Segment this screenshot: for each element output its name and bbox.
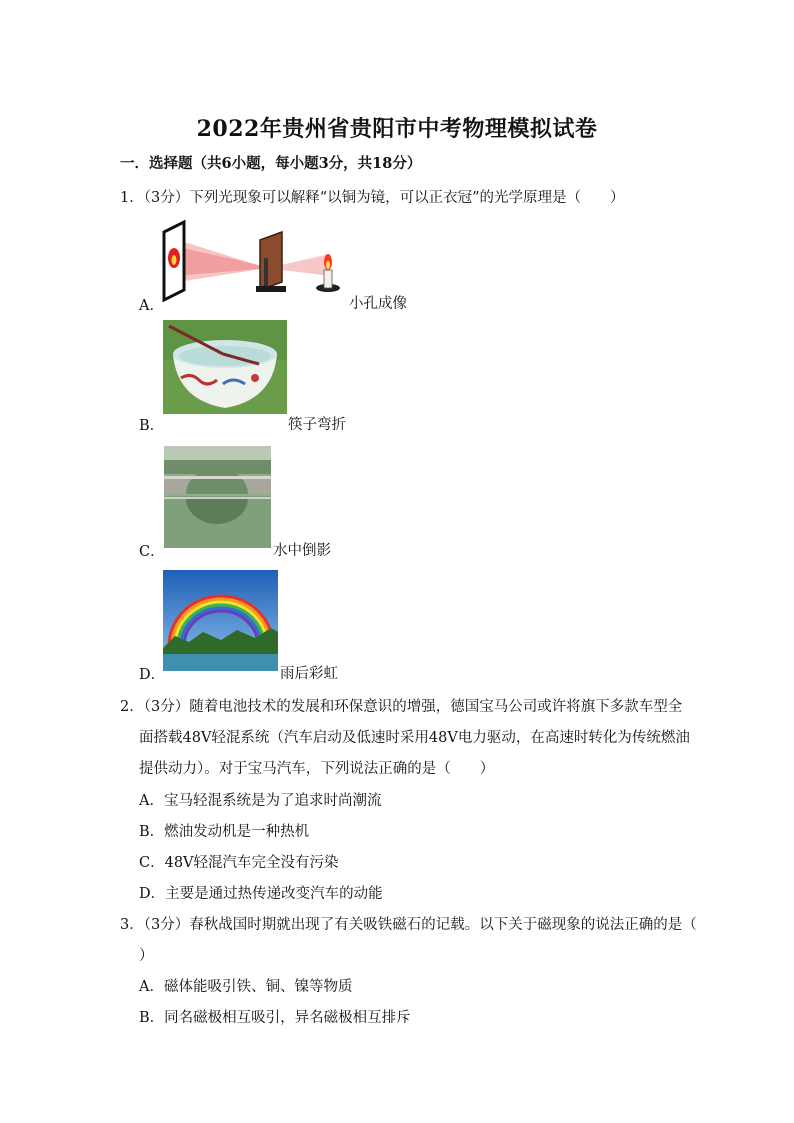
pinhole-camera-diagram (160, 218, 346, 306)
q2-stem-line-1: 2．（3分）随着电池技术的发展和环保意识的增强，德国宝马公司或许将旗下多款车型全 (120, 699, 683, 715)
q1-option-b-letter: B． (139, 418, 165, 434)
q3-option-b: B．同名磁极相互吸引，异名磁极相互排斥 (139, 1010, 411, 1026)
q1-option-a-letter: A． (139, 298, 164, 314)
q2-stem-line-2: 面搭载48V轻混系统（汽车启动及低速时采用48V电力驱动，在高速时转化为传统燃油 (139, 730, 690, 746)
q1-option-c-caption: 水中倒影 (273, 543, 331, 559)
q2-stem-line-3: 提供动力）。对于宝马汽车，下列说法正确的是（ ） (139, 761, 495, 777)
q1-option-d-caption: 雨后彩虹 (280, 666, 338, 682)
q1-option-d-letter: D． (139, 667, 166, 683)
q1-option-a-caption: 小孔成像 (349, 296, 407, 312)
q1-option-b-caption: 筷子弯折 (288, 417, 346, 433)
section-heading: 一．选择题（共6小题，每小题3分，共18分） (120, 155, 422, 172)
q3-stem-line-1: 3．（3分）春秋战国时期就出现了有关吸铁磁石的记载。以下关于磁现象的说法正确的是（ (120, 917, 697, 933)
page-title: 2022年贵州省贵阳市中考物理模拟试卷 (196, 116, 598, 142)
q1-stem: 1．（3分）下列光现象可以解释“以铜为镜，可以正衣冠”的光学原理是（ ） (120, 190, 625, 206)
rainbow-photo (163, 570, 278, 671)
q3-option-a: A．磁体能吸引铁、铜、镍等物质 (139, 979, 353, 995)
chopstick-in-bowl-photo (163, 320, 287, 414)
q2-option-c: C．48V轻混汽车完全没有污染 (139, 855, 339, 871)
q1-option-c-letter: C． (139, 544, 165, 560)
q2-option-b: B．燃油发动机是一种热机 (139, 824, 310, 840)
q2-option-d: D．主要是通过热传递改变汽车的动能 (139, 886, 383, 902)
q2-option-a: A．宝马轻混系统是为了追求时尚潮流 (139, 793, 382, 809)
q3-stem-line-2: ） (139, 948, 154, 964)
bridge-reflection-photo (164, 446, 271, 548)
